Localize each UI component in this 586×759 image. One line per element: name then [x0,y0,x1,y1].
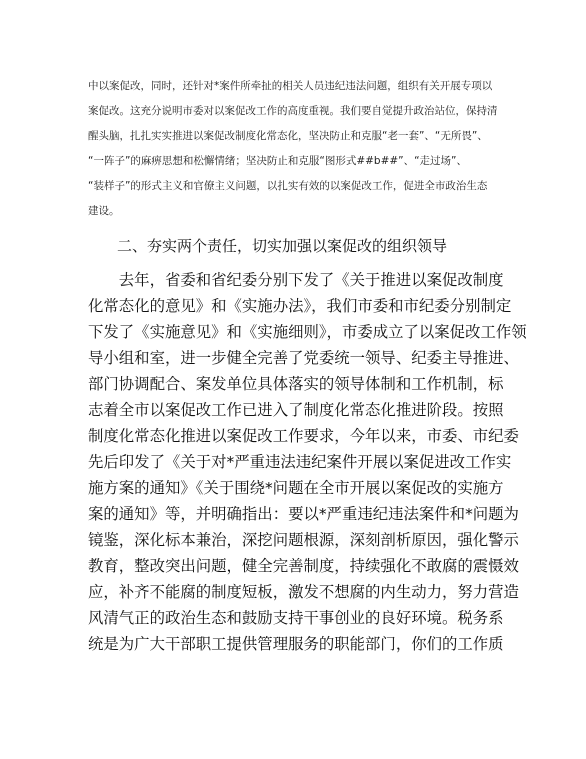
body-line: 制度化常态化推进以案促改工作要求，今年以来，市委、市纪委 [88,427,519,445]
intro-line: 案促改。这充分说明市委对以案促改工作的高度重视。我们要自觉提升政治站位，保持清 [88,105,498,117]
body-line: 教育，整改突出问题，健全完善制度，持续强化不敢腐的震慑效 [88,557,519,575]
section-heading: 二、夯实两个责任，切实加强以案促改的组织领导 [117,237,448,255]
intro-line: 建设。 [88,205,120,217]
body-line: 施方案的通知》《关于围绕*问题在全市开展以案促改的实施方 [88,479,504,497]
body-line: 风清气正的政治生态和鼓励支持干事创业的良好环境。税务系 [88,609,504,627]
body-line: 应，补齐不能腐的制度短板，激发不想腐的内生动力，努力营造 [88,583,519,601]
intro-line: 中以案促改，同时，还针对*案件所牵扯的相关人员违纪违法问题，组织有关开展专项以 [88,80,493,92]
body-line: 镜鉴，深化标本兼治，深挖问题根源，深刻剖析原因，强化警示 [88,531,519,549]
body-line: 化常态化的意见》和《实施办法》，我们市委和市纪委分别制定 [88,297,512,315]
body-line: 去年，省委和省纪委分别下发了《关于推进以案促改制度 [88,271,504,289]
body-line: 统是为广大干部职工提供管理服务的职能部门，你们的工作质 [88,635,504,653]
body-line: 部门协调配合、案发单位具体落实的领导体制和工作机制，标 [88,375,504,393]
body-line: 志着全市以案促改工作已进入了制度化常态化推进阶段。按照 [88,401,504,419]
intro-line: 醒头脑，扎扎实实推进以案促改制度化常态化，坚决防止和克服“老一套”、“无所畏”、 [88,130,488,142]
body-line: 先后印发了《关于对*严重违法违纪案件开展以案促进改工作实 [88,453,512,471]
body-line: 案的通知》等，并明确指出：要以*严重违纪违法案件和*问题为 [88,505,519,523]
intro-line: “一阵子”的麻痹思想和松懈情绪；坚决防止和克服“图形式##b##”、“走过场”、 [88,155,467,167]
body-line: 下发了《实施意见》和《实施细则》，市委成立了以案促改工作领 [88,323,527,341]
body-line: 导小组和室，进一步健全完善了党委统一领导、纪委主导推进、 [88,349,519,367]
intro-line: “装样子”的形式主义和官僚主义问题，以扎实有效的以案促改工作，促进全市政治生态 [88,180,488,192]
